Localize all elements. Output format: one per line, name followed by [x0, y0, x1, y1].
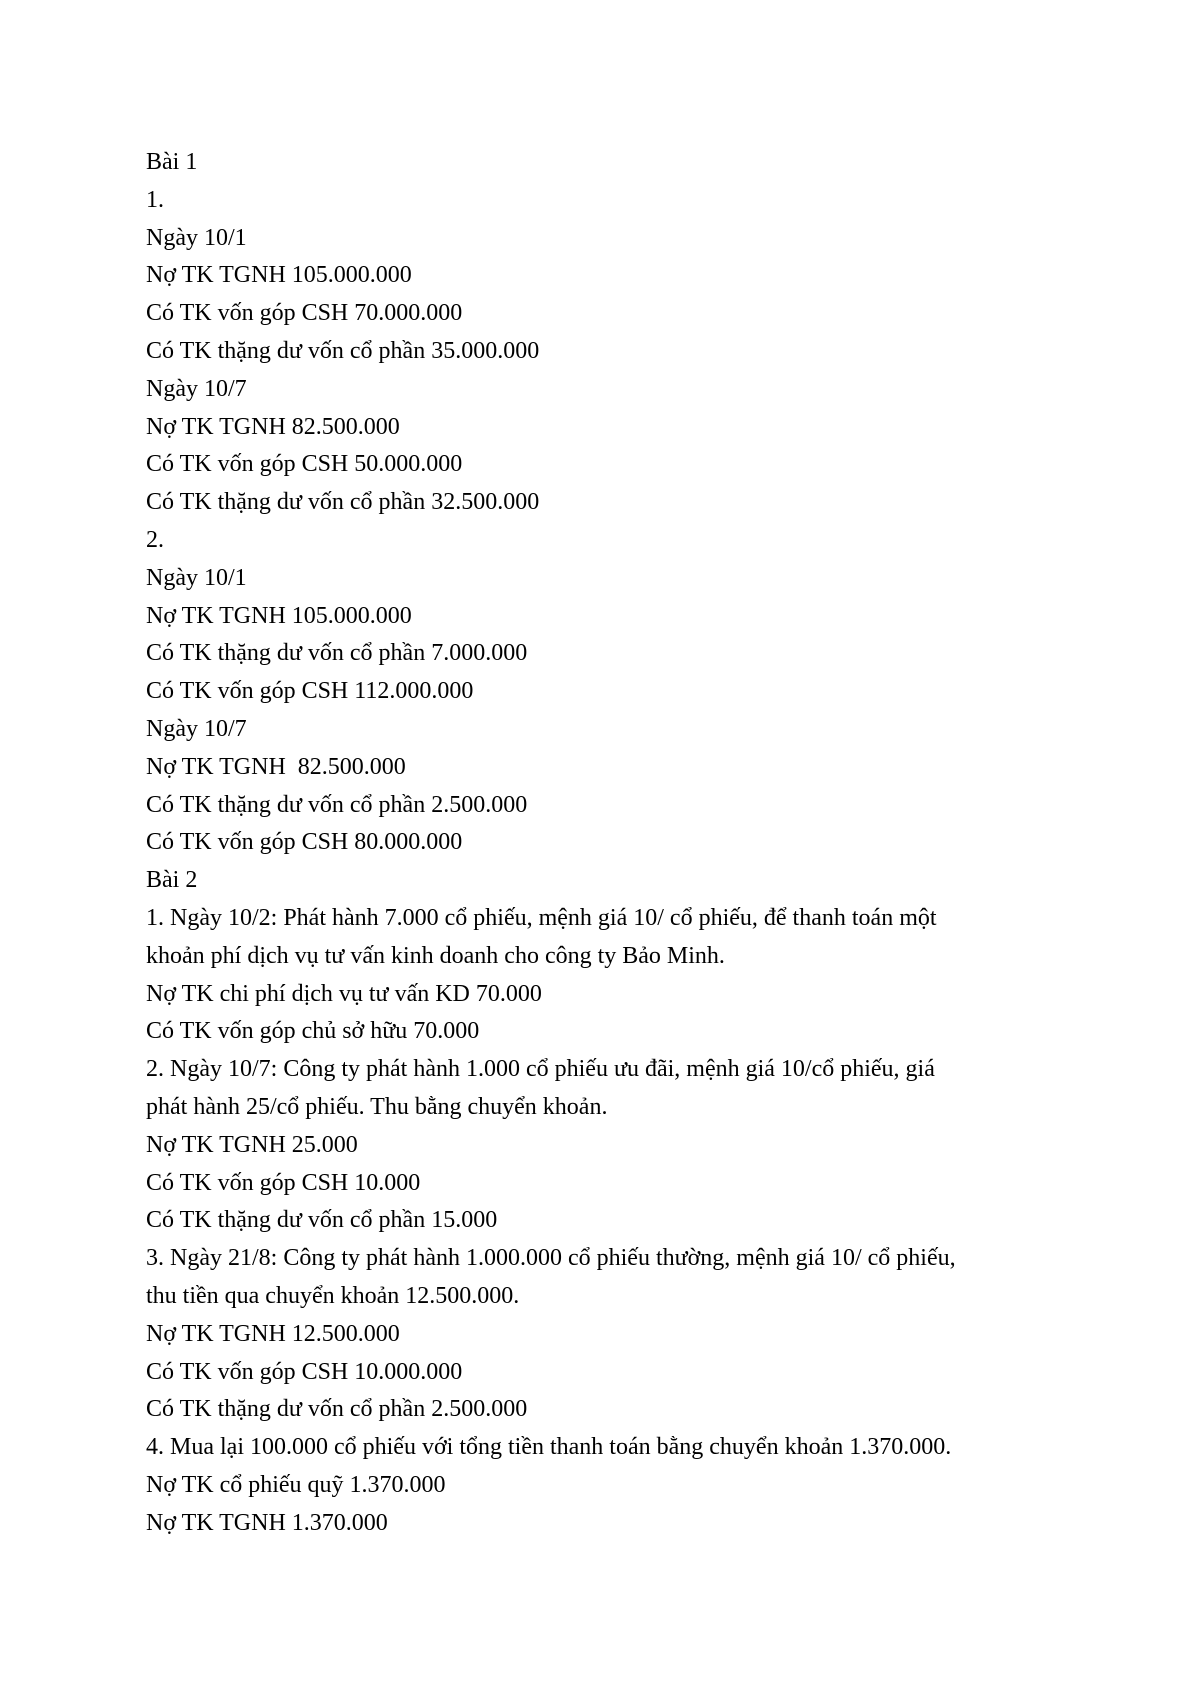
debit-entry: Nợ TK TGNH 1.370.000	[146, 1509, 388, 1536]
date-line: Ngày 10/7	[146, 375, 247, 402]
credit-entry: Có TK vốn góp CSH 50.000.000	[146, 451, 463, 478]
credit-entry: Có TK vốn góp CSH 112.000.000	[146, 678, 474, 705]
task-text: 2. Ngày 10/7: Công ty phát hành 1.000 cổ phiếu ưu đãi, mệnh giá 10/cổ phiếu, giá	[146, 1056, 935, 1083]
credit-entry: Có TK thặng dư vốn cổ phần 35.000.000	[146, 337, 540, 364]
date-line: Ngày 10/1	[146, 564, 247, 591]
credit-entry: Có TK thặng dư vốn cổ phần 15.000	[146, 1207, 498, 1234]
debit-entry: Nợ TK TGNH 82.500.000	[146, 753, 406, 780]
date-line: Ngày 10/1	[146, 224, 247, 251]
credit-entry: Có TK thặng dư vốn cổ phần 32.500.000	[146, 489, 540, 516]
section-number: 1.	[146, 186, 164, 213]
task-text: phát hành 25/cổ phiếu. Thu bằng chuyển khoản.	[146, 1093, 608, 1120]
section-number: 2.	[146, 526, 164, 553]
document-page	[146, 144, 1066, 1542]
task-text: 1. Ngày 10/2: Phát hành 7.000 cổ phiếu, mệnh giá 10/ cổ phiếu, để thanh toán một	[146, 904, 937, 931]
credit-entry: Có TK vốn góp CSH 10.000.000	[146, 1358, 463, 1385]
date-line: Ngày 10/7	[146, 715, 247, 742]
credit-entry: Có TK vốn góp chủ sở hữu 70.000	[146, 1018, 480, 1045]
credit-entry: Có TK thặng dư vốn cổ phần 2.500.000	[146, 791, 528, 818]
debit-entry: Nợ TK TGNH 105.000.000	[146, 262, 412, 289]
debit-entry: Nợ TK cổ phiếu quỹ 1.370.000	[146, 1471, 446, 1498]
credit-entry: Có TK vốn góp CSH 70.000.000	[146, 300, 463, 327]
credit-entry: Có TK thặng dư vốn cổ phần 7.000.000	[146, 640, 528, 667]
debit-entry: Nợ TK TGNH 25.000	[146, 1131, 358, 1158]
credit-entry: Có TK vốn góp CSH 80.000.000	[146, 829, 463, 856]
credit-entry: Có TK vốn góp CSH 10.000	[146, 1169, 421, 1196]
heading-bai-2: Bài 2	[146, 867, 198, 894]
task-text: thu tiền qua chuyển khoản 12.500.000.	[146, 1282, 520, 1309]
debit-entry: Nợ TK TGNH 12.500.000	[146, 1320, 400, 1347]
task-text: 3. Ngày 21/8: Công ty phát hành 1.000.000 cổ phiếu thường, mệnh giá 10/ cổ phiếu,	[146, 1245, 956, 1272]
heading-bai-1: Bài 1	[146, 149, 198, 175]
debit-entry: Nợ TK TGNH 105.000.000	[146, 602, 412, 629]
task-text: 4. Mua lại 100.000 cổ phiếu với tổng tiền thanh toán bằng chuyển khoản 1.370.000.	[146, 1434, 952, 1461]
debit-entry: Nợ TK chi phí dịch vụ tư vấn KD 70.000	[146, 980, 542, 1007]
task-text: khoản phí dịch vụ tư vấn kinh doanh cho công ty Bảo Minh.	[146, 942, 725, 969]
debit-entry: Nợ TK TGNH 82.500.000	[146, 413, 400, 440]
credit-entry: Có TK thặng dư vốn cổ phần 2.500.000	[146, 1396, 528, 1423]
